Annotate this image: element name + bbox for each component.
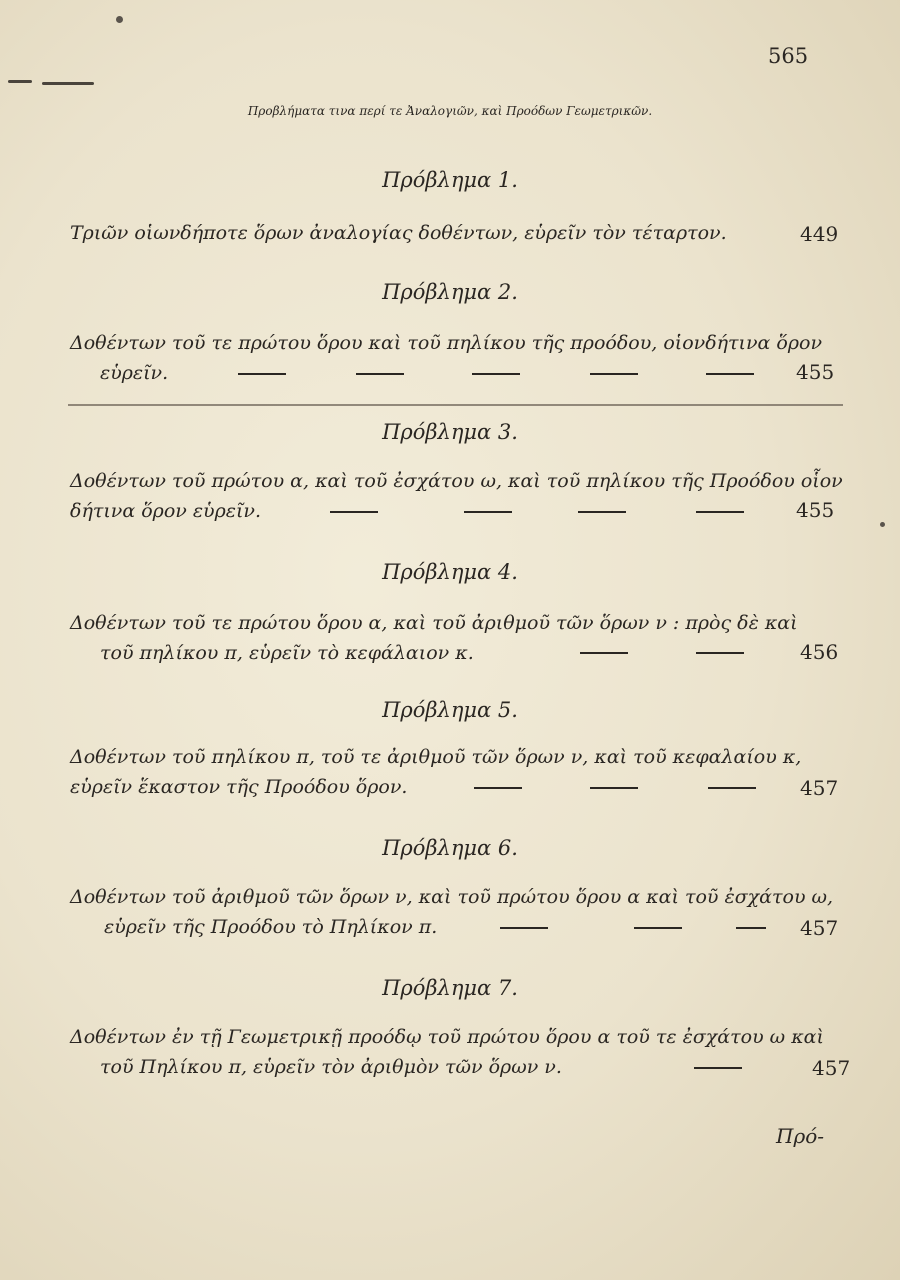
problem-text-line: Τριῶν οἱωνδήποτε ὅρων ἀναλογίας δοθέντων, εὑρεῖν τὸν τέταρτον.: [70, 222, 727, 244]
problem-heading: Πρόβλημα 1.: [382, 168, 518, 192]
problem-text-line: Δοθέντων τοῦ τε πρώτου ὅρου καὶ τοῦ πηλίκου τῆς προόδου, οἱονδήτινα ὅρον: [70, 332, 823, 354]
catchword: Πρό-: [776, 1124, 824, 1148]
problem-text-line: Δοθέντων ἐν τῇ Γεωμετρικῇ προόδῳ τοῦ πρώτου ὅρου α τοῦ τε ἐσχάτου ω καὶ: [70, 1026, 824, 1048]
problem-text-line: δήτινα ὅρον εὑρεῖν.: [70, 500, 261, 522]
problem-heading: Πρόβλημα 2.: [382, 280, 518, 304]
divider: [68, 404, 843, 406]
page-title: Προβλήματα τινα περί τε Ἀναλογιῶν, καὶ Προόδων Γεωμετρικῶν.: [247, 104, 653, 118]
problem-heading: Πρόβλημα 6.: [382, 836, 518, 860]
problem-heading: Πρόβλημα 5.: [382, 698, 518, 722]
page-reference: 457: [800, 916, 839, 940]
page-reference: 457: [812, 1056, 851, 1080]
problem-text-line: Δοθέντων τοῦ ἀριθμοῦ τῶν ὅρων ν, καὶ τοῦ πρώτου ὅρου α καὶ τοῦ ἐσχάτου ω,: [70, 886, 834, 908]
problem-text-line: εὑρεῖν ἕκαστον τῆς Προόδου ὅρον.: [70, 776, 408, 798]
problem-text-line: εὑρεῖν τῆς Προόδου τὸ Πηλίκον π.: [104, 916, 438, 938]
margin-mark: [42, 82, 94, 85]
page-reference: 456: [800, 640, 839, 664]
page-number: 565: [768, 44, 809, 68]
margin-mark: [8, 80, 32, 83]
problem-text-line: τοῦ πηλίκου π, εὑρεῖν τὸ κεφάλαιον κ.: [100, 642, 474, 664]
problem-text-line: Δοθέντων τοῦ τε πρώτου ὅρου α, καὶ τοῦ ἀριθμοῦ τῶν ὅρων ν : πρὸς δὲ καὶ: [70, 612, 798, 634]
page-reference: 455: [796, 498, 835, 522]
problem-text-line: Δοθέντων τοῦ πηλίκου π, τοῦ τε ἀριθμοῦ τῶν ὅρων ν, καὶ τοῦ κεφαλαίου κ,: [70, 746, 802, 768]
page-reference: 457: [800, 776, 839, 800]
ink-spot: [116, 16, 123, 23]
problem-text-line: τοῦ Πηλίκου π, εὑρεῖν τὸν ἀριθμὸν τῶν ὅρων ν.: [100, 1056, 562, 1078]
problem-heading: Πρόβλημα 7.: [382, 976, 518, 1000]
page-reference: 449: [800, 222, 839, 246]
problem-text-line: εὑρεῖν.: [100, 362, 169, 384]
ink-spot: [880, 522, 885, 527]
problem-heading: Πρόβλημα 3.: [382, 420, 518, 444]
problem-text-line: Δοθέντων τοῦ πρώτου α, καὶ τοῦ ἐσχάτου ω, καὶ τοῦ πηλίκου τῆς Προόδου οἷον: [70, 470, 843, 492]
problem-heading: Πρόβλημα 4.: [382, 560, 518, 584]
page-reference: 455: [796, 360, 835, 384]
